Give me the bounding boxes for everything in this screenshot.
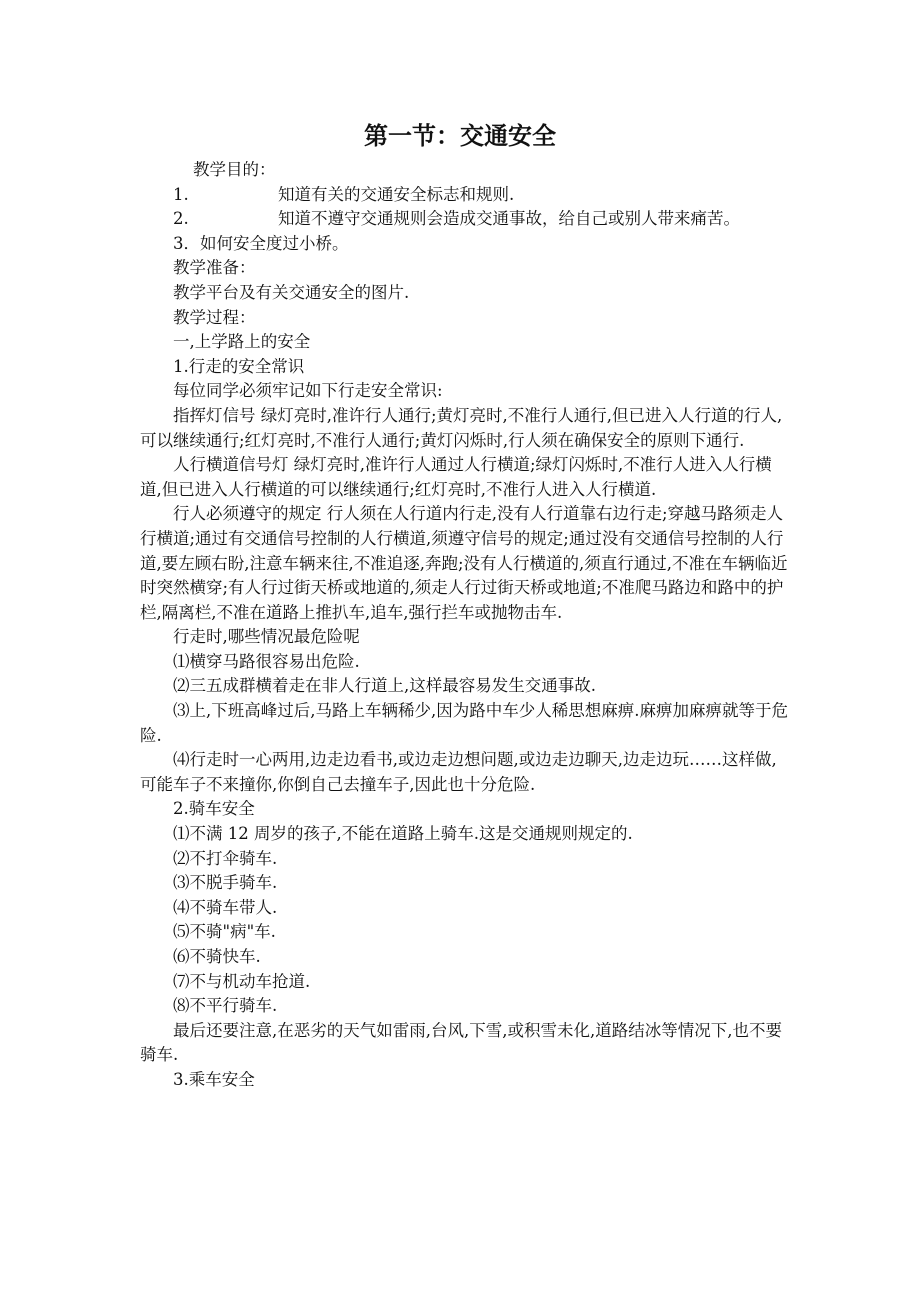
danger-item: ⑶上,下班高峰过后,马路上车辆稀少,因为路中车少人稀思想麻痹.麻痹加麻痹就等于危险. [140, 701, 788, 745]
objective-item-1 [140, 183, 788, 208]
danger-item: ⑵三五成群横着走在非人行道上,这样最容易发生交通事故. [173, 676, 596, 696]
objective-text: 知道不遵守交通规则会造成交通事故，给自己或别人带来痛苦。 [278, 209, 740, 229]
bike-rule-item: ⑷不骑车带人. [173, 897, 278, 917]
subsection-heading-riding: 3.乘车安全 [173, 1069, 255, 1089]
danger-item: ⑴横穿马路很容易出危险. [173, 651, 360, 671]
danger-item: ⑷行走时一心两用,边走边看书,或边走边想问题,或边走边聊天,边走边玩……这样做,可能车子不来撞你,你倒自己去撞车子,因此也十分危险. [140, 750, 777, 794]
subsection-heading-cycling: 2.骑车安全 [173, 799, 255, 819]
bike-rule-item: ⑵不打伞骑车. [173, 848, 278, 868]
process-label: 教学过程： [173, 307, 256, 327]
danger-question: 行走时,哪些情况最危险呢 [173, 627, 360, 647]
prep-text: 教学平台及有关交通安全的图片. [173, 282, 410, 302]
paragraph-crosswalk-signal: 人行横道信号灯 绿灯亮时,准许行人通过人行横道;绿灯闪烁时,不准行人进入人行横道,但已进入人行横道的可以继续通行;红灯亮时,不准行人进入人行横道. [140, 455, 772, 499]
bike-rule-item: ⑹不骑快车. [173, 947, 261, 966]
bike-rule-item: ⑻不平行骑车. [173, 996, 278, 1016]
bike-rule-item: ⑴不满 12 周岁的孩子,不能在道路上骑车.这是交通规则规定的. [173, 824, 633, 844]
document-body [140, 158, 788, 1093]
weather-note: 最后还要注意,在恶劣的天气如雷雨,台风,下雪,或积雪未化,道路结冰等情况下,也不要骑车. [140, 1020, 782, 1065]
objective-text: 知道有关的交通安全标志和规则. [278, 184, 515, 204]
objectives-label: 教学目的： [193, 160, 276, 179]
objective-number: 2. [173, 209, 189, 229]
prep-label: 教学准备： [173, 258, 256, 278]
objective-item-2 [140, 207, 788, 232]
subsection-heading-walking: 1.行走的安全常识 [173, 356, 305, 376]
objective-number: 1. [173, 184, 189, 204]
walking-intro: 每位同学必须牢记如下行走安全常识: [173, 381, 443, 401]
paragraph-pedestrian-rules: 行人必须遵守的规定 行人须在人行道内行走,没有人行道靠右边行走;穿越马路须走人行横道;通过有交通信号控制的人行横道,须遵守信号的规定;通过没有交通信号控制的人行道,要左顾右盼,注意车辆来往,不准追逐,奔跑;没有人行横道的,须直行通过,不准在车辆临近时突然横穿;有人行过街天桥或地道的,须走人行过街天桥或地道;不准爬马路边和路中的护栏,隔离栏,不准在道路上推扒车,追车,强行拦车或抛物击车. [140, 504, 788, 622]
paragraph-traffic-signal: 指挥灯信号 绿灯亮时,准许行人通行;黄灯亮时,不准行人通行,但已进入人行道的行人,可以继续通行;红灯亮时,不准行人通行;黄灯闪烁时,行人须在确保安全的原则下通行. [140, 405, 783, 450]
bike-rule-item: ⑸不骑"病"车. [173, 922, 276, 942]
bike-rule-item: ⑶不脱手骑车. [173, 873, 278, 893]
page-title: 第一节：交通安全 [364, 122, 556, 150]
section-heading-1: 一,上学路上的安全 [173, 332, 311, 352]
objective-item-3: 3．如何安全度过小桥。 [173, 233, 349, 253]
bike-rule-item: ⑺不与机动车抢道. [173, 971, 311, 991]
